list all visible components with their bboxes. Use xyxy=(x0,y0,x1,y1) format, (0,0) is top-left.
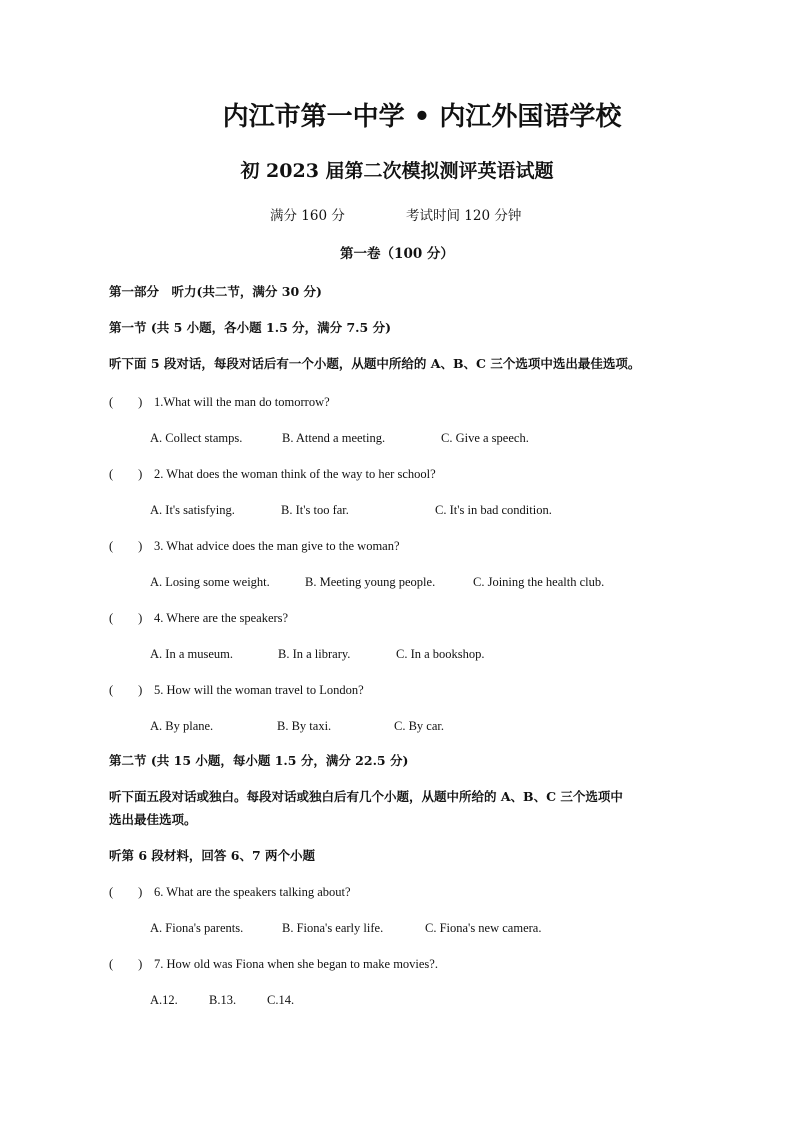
option-a: A. Fiona's parents. xyxy=(150,921,244,935)
question-text: 3. What advice does the man give to the woman? xyxy=(154,539,400,553)
section1-heading: 第一节 (共 5 小题，各小题 1.5 分，满分 7.5 分) xyxy=(109,320,391,335)
question-text: 5. How will the woman travel to London? xyxy=(154,683,364,697)
option-b: B.13. xyxy=(209,993,237,1007)
option-b: B. By taxi. xyxy=(277,719,332,733)
option-c: C. Joining the health club. xyxy=(473,575,605,589)
section1-instruction: 听下面 5 段对话，每段对话后有一个小题，从题中所给的 A、B、C 三个选项中选出最佳选项。 xyxy=(109,356,641,371)
section2-instruction-line1: 听下面五段对话或独白。每段对话或独白后有几个小题，从题中所给的 A、B、C 三个选项中 xyxy=(109,789,623,804)
option-c: C. Give a speech. xyxy=(441,431,529,445)
option-c: C. It's in bad condition. xyxy=(435,503,552,517)
answer-blank[interactable]: ( ) xyxy=(109,957,143,971)
option-a: A. It's satisfying. xyxy=(150,503,235,517)
question-5 xyxy=(109,684,364,697)
question-3 xyxy=(109,540,400,553)
section2-heading: 第二节 (共 15 小题，每小题 1.5 分，满分 22.5 分) xyxy=(109,753,409,768)
school-title: 内江市第一中学 • 内江外国语学校 xyxy=(222,102,622,132)
option-b: B. Fiona's early life. xyxy=(282,921,384,935)
answer-blank[interactable]: ( ) xyxy=(109,395,143,409)
question-text: 1.What will the man do tomorrow? xyxy=(154,395,330,409)
volume-heading: 第一卷（100 分） xyxy=(340,246,454,262)
part1-heading: 第一部分 听力(共二节，满分 30 分) xyxy=(109,284,322,299)
option-a: A. Collect stamps. xyxy=(150,431,243,445)
answer-blank[interactable]: ( ) xyxy=(109,611,143,625)
option-a: A. Losing some weight. xyxy=(150,575,270,589)
option-c: C. By car. xyxy=(394,719,444,733)
question-4 xyxy=(109,612,288,625)
question-2 xyxy=(109,468,436,481)
option-a: A. By plane. xyxy=(150,719,214,733)
option-a: A.12. xyxy=(150,993,178,1007)
section2-instruction-line2: 选出最佳选项。 xyxy=(109,812,197,827)
question-6 xyxy=(109,886,351,899)
question-7 xyxy=(109,958,438,971)
full-score: 满分 160 分 xyxy=(270,208,345,224)
exam-title: 初 2023 届第二次模拟测评英语试题 xyxy=(240,160,554,182)
answer-blank[interactable]: ( ) xyxy=(109,683,143,697)
question-text: 6. What are the speakers talking about? xyxy=(154,885,351,899)
question-1 xyxy=(109,396,330,409)
answer-blank[interactable]: ( ) xyxy=(109,539,143,553)
option-b: B. Meeting young people. xyxy=(305,575,436,589)
option-a: A. In a museum. xyxy=(150,647,233,661)
answer-blank[interactable]: ( ) xyxy=(109,885,143,899)
question-text: 7. How old was Fiona when she began to make movies?. xyxy=(154,957,438,971)
option-b: B. Attend a meeting. xyxy=(282,431,386,445)
answer-blank[interactable]: ( ) xyxy=(109,467,143,481)
option-b: B. It's too far. xyxy=(281,503,349,517)
option-c: C.14. xyxy=(267,993,295,1007)
material-6-heading: 听第 6 段材料，回答 6、7 两个小题 xyxy=(109,848,316,863)
option-c: C. Fiona's new camera. xyxy=(425,921,542,935)
exam-time: 考试时间 120 分钟 xyxy=(406,208,522,224)
question-text: 4. Where are the speakers? xyxy=(154,611,289,625)
question-text: 2. What does the woman think of the way to her school? xyxy=(154,467,436,481)
option-c: C. In a bookshop. xyxy=(396,647,485,661)
option-b: B. In a library. xyxy=(278,647,351,661)
